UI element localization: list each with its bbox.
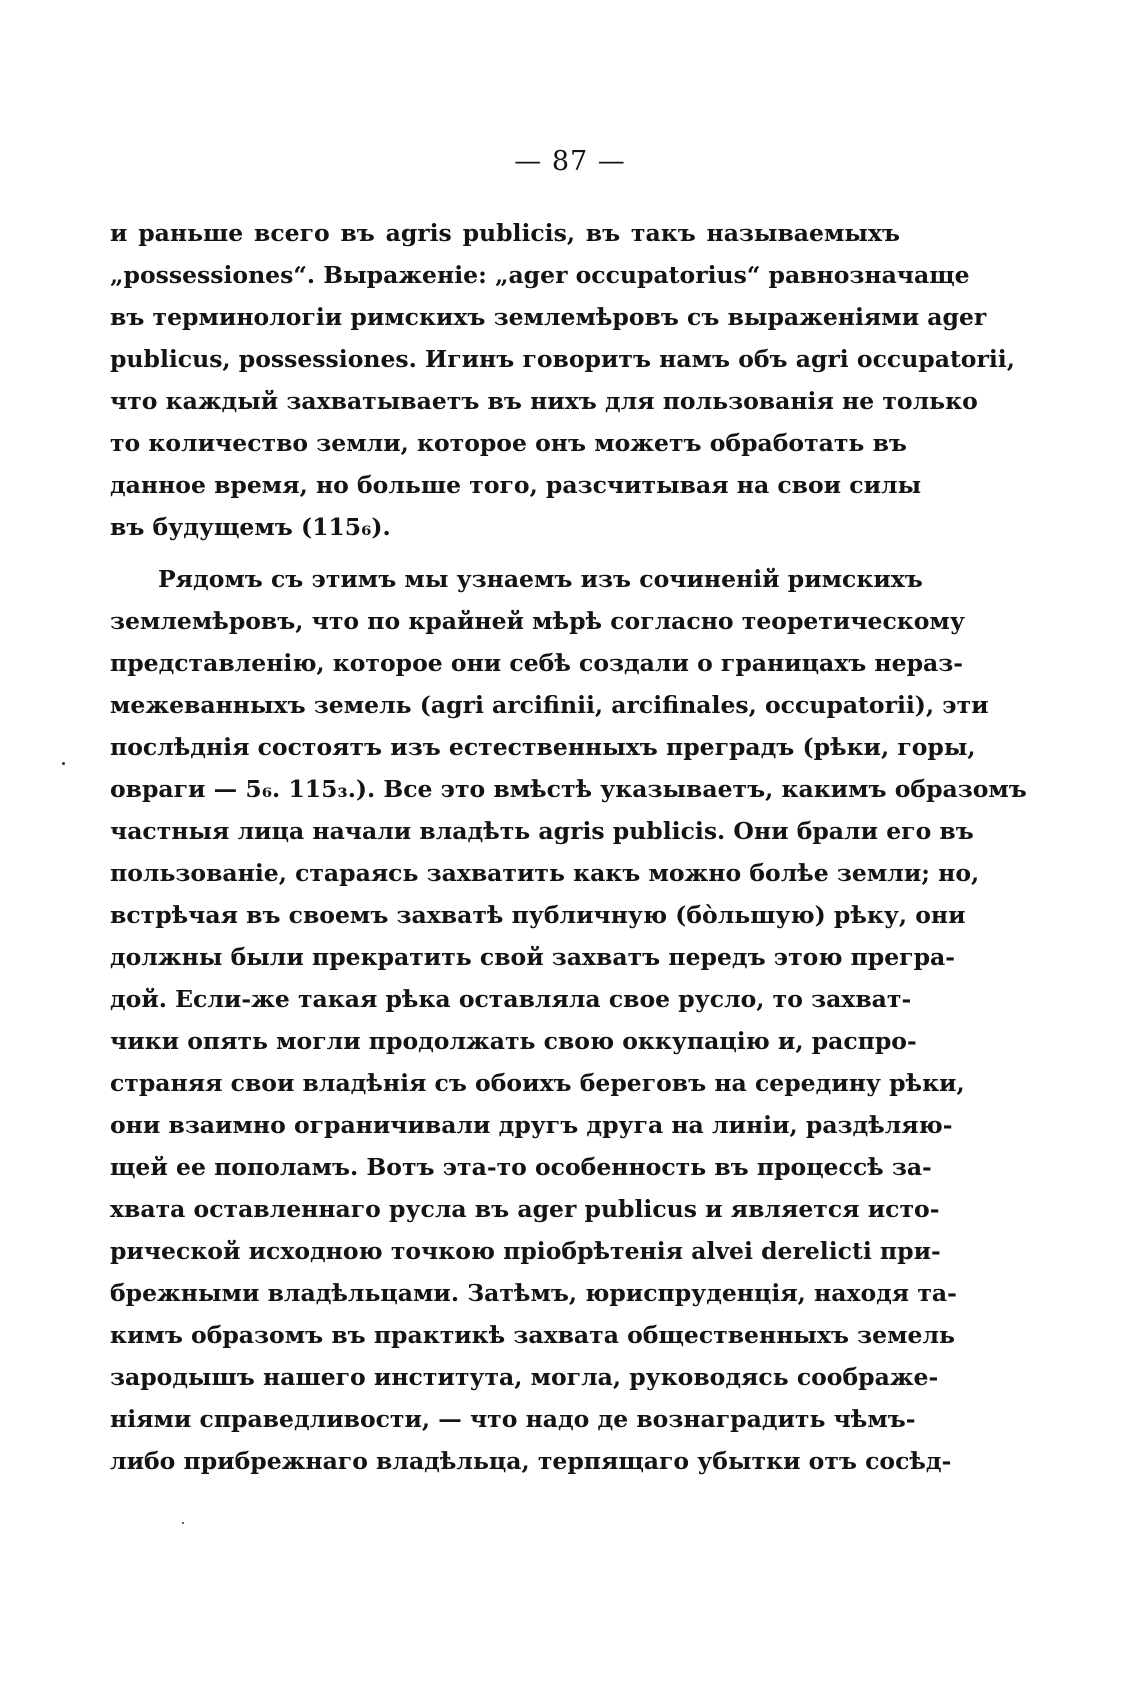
text-line: послѣднія состоятъ изъ естественныхъ преградъ (рѣки, горы, <box>110 733 976 761</box>
text-line: въ будущемъ (115₆). <box>110 513 391 541</box>
text-line: должны были прекратить свой захватъ передъ этою прегра- <box>110 943 955 971</box>
text-line: встрѣчая въ своемъ захватѣ публичную (бо̀льшую) рѣку, они <box>110 901 966 929</box>
text-line: частныя лица начали владѣть agris publicis. Они брали его въ <box>110 817 974 845</box>
page-number: — 87 — <box>514 146 626 177</box>
paragraph-1 <box>110 212 1015 548</box>
text-line: дой. Если-же такая рѣка оставляла свое русло, то захват- <box>110 985 912 1013</box>
text-line: страняя свои владѣнія съ обоихъ береговъ на середину рѣки, <box>110 1069 965 1097</box>
print-speck <box>62 762 65 765</box>
text-line: рической исходною точкою пріобрѣтенія alvei derelicti при- <box>110 1237 941 1265</box>
text-line: они взаимно ограничивали другъ друга на линіи, раздѣляю- <box>110 1111 953 1139</box>
text-line: что каждый захватываетъ въ нихъ для пользованія не только <box>110 387 978 415</box>
print-speck <box>182 1522 184 1524</box>
text-line: Рядомъ съ этимъ мы узнаемъ изъ сочиненій римскихъ <box>158 565 923 593</box>
text-line: землемѣровъ, что по крайней мѣрѣ согласно теоретическому <box>110 607 965 635</box>
text-line: то количество земли, которое онъ можетъ обработать въ <box>110 429 907 457</box>
text-line: данное время, но больше того, разсчитывая на свои силы <box>110 471 922 499</box>
text-line: овраги — 5₆. 115₃.). Все это вмѣстѣ указываетъ, какимъ образомъ <box>110 775 1027 803</box>
paragraph-2 <box>110 558 1027 1482</box>
text-line: хвата оставленнаго русла въ ager publicus и является исто- <box>110 1195 940 1223</box>
text-line: ніями справедливости, — что надо де вознаградить чѣмъ- <box>110 1405 916 1433</box>
text-line: либо прибрежнаго владѣльца, терпящаго убытки отъ сосѣд- <box>110 1447 952 1475</box>
text-line: представленію, которое они себѣ создали о границахъ нераз- <box>110 649 963 677</box>
text-line: пользованіе, стараясь захватить какъ можно болѣе земли; но, <box>110 859 980 887</box>
text-line: кимъ образомъ въ практикѣ захвата общественныхъ земель <box>110 1321 956 1349</box>
text-line: щей ее пополамъ. Вотъ эта-то особенность въ процессѣ за- <box>110 1153 932 1181</box>
text-line: межеванныхъ земель (agri arcifinii, arcifinales, occupatorii), эти <box>110 691 989 719</box>
body-text <box>110 212 1027 1482</box>
text-line: чики опять могли продолжать свою оккупацію и, распро- <box>110 1027 917 1055</box>
text-line: брежными владѣльцами. Затѣмъ, юриспруденція, находя та- <box>110 1279 957 1307</box>
text-line: publicus, possessiones. Игинъ говоритъ намъ объ agri occupatorii, <box>110 345 1015 373</box>
text-line: „possessiones“. Выраженіе: „ager occupatorius“ равнозначаще <box>110 261 970 289</box>
text-line: зародышъ нашего института, могла, руководясь соображе- <box>110 1363 939 1391</box>
text-line: и раньше всего въ agris publicis, въ такъ называемыхъ <box>110 219 900 247</box>
text-line: въ терминологіи римскихъ землемѣровъ съ выраженіями ager <box>110 303 987 331</box>
